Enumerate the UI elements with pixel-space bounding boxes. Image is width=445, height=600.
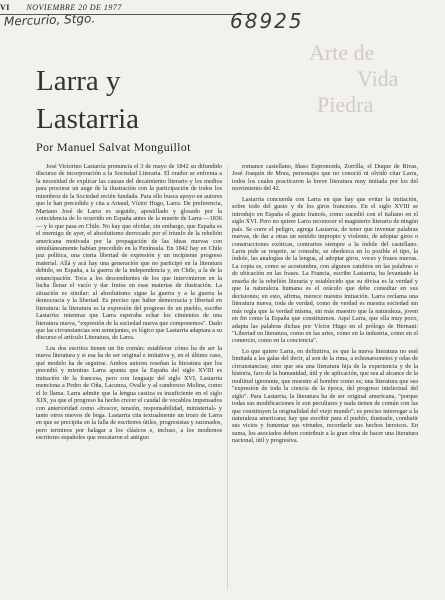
column-divider: [227, 165, 228, 590]
bleed-through-line: Arte de: [309, 40, 375, 65]
date-line: NOVIEMBRE 20 DE 1977: [26, 3, 122, 12]
article-title: [36, 62, 256, 138]
bleed-through-line: Piedra: [317, 92, 374, 117]
title-line: Lastarria: [36, 103, 140, 135]
handwritten-source-note: Mercurio, Stgo.: [3, 11, 96, 29]
bleed-through-line: Vida: [357, 66, 399, 91]
article-paragraph: romance castellano, Iñaso Espronceda, Zorrilla, el Duque de Rivas, José Joaquín de Mora, personajes que no conoció ni olvidó citar Larra, todos los cuales practicaron la breve literatura muy imitada por los del movimiento del 42.: [232, 163, 418, 193]
title-line: Larra y: [36, 65, 121, 97]
handwritten-catalog-number: 68925: [230, 9, 304, 33]
article-paragraph: José Victorino Lastarria pronuncia el 3 de mayo de 1842 su difundido discurso de incorporación a la Sociedad Literaria. El orador se enfrenta a la necesidad de explicar las causas del decaimiento literario y los medios para procurar un auge de la ilustración con la participación de todos los miembros de la Sociedad recién fundada. Para ello busca apoyo en autores que le han precedido y cita a Artaud, Víctor Hugo, Larra. De preferencia, Mariano José de Larra es seguido, apostillado y glosado por la coincidencia de lo ocurrido en España antes de la muerte de Larra —1836— y lo que pasa en Chile. No hay que olvidar, sin embargo, que España es el enemigo de ayer, el absolutismo derrocado por el triunfo de la rebelión americana motivada por la propagación de las ideas nuevas con simultáneamente habían precedido en la Península. En 1842 hay en Chile paz política, una cierta libertad de expresión y un incipiente progreso material. Allá y acá hay una generación que no participó en la literatura debido, en España, a la guerra de la independencia y, en Chile, a la de la emancipación. Toca a los descendientes de los que intervinieron en la lucha llenar el vacío y dar frutos en esas materias de ilustración. La situación es similar: al absolutismo sigue la guerra y a la guerra la democracia y la libertad. Es preciso que haber democracia y libertad en literatura: la literatura es la expresión del progreso de un pueblo, escribe Lastarria: mientras que Larra esperaba echar los cimientos de una literatura nueva, "expresión de la sociedad nueva que componemos". Dado que las circunstancias son semejantes, es lógico que Lastarria adaptara a su discurso el artículo Literatura, de Larra.: [36, 163, 222, 342]
article-column-left: [36, 163, 222, 593]
article-paragraph: Lo que quiere Larra, en definitiva, es que la nueva literatura no esté limitada a las galas del decir, al son de la rima, a echonarsonetos y odas de circunstancias; sino que sea una literatura hija de la experiencia y de la historia, faro de la humanidad, útil y de aplicación, que sea al alcance de la multitud ignorante, que muestre al hombre como es; una literatura que sea "expresión de toda la ciencia de la época, del progreso intelectual del siglo". Para Lastarria, la literatura ha de ser original americana, "porque todas sus modificaciones le son peculiares y nada tienen de común con las que constituyen la originalidad del viejo mundo"; es preciso interrogar a la naturaleza americana; hay que escribir para el pueblo, ilustrarle, combatir sus vicios y fomentar sus virtudes, recordarle sus hechos heroicos. En suma, los asociados deben contribuir a la gran obra de hacer una literatura nacional, útil y progresiva.: [232, 347, 418, 445]
page-header: [0, 3, 250, 12]
article-paragraph: Lastarria concuerda con Larra en que hay que evitar la imitación, sobre todo del gusto y de los giros franceses. En el siglo XVIII se introdujo en España el gusto francés, como sucedió con el italiano en el siglo XVI. Pero no quiere Larra reconocer el magisterio literario de ningún país. Se corre el peligro, agrega Lastarria, de tener que inventar palabras nuevas, de dar a otras un sentido impropio y violento, de adoptar giros o construcciones exóticas, contrarios siempre a la índole del castellano. Larra pide se respete, se consulte, se obedezca en lo posible el tipo, la índole, las analogías de la lengua, al adoptar giros, voces y frases nuevas. La copia es, como se acostumbra, con algunos cambios en las palabras o de ubicación en las frases. La Francia, escribe Lastarria, ha levantado la enseña de la rebelión literaria y establecido que su divisa es la verdad y que la naturaleza humana es el oráculo que debe consultar en sus decisiones; en esto, afirma, merece nuestra imitación. Larra reclama una literatura nueva, toda de verdad, como de verdad es nuestra sociedad sin más regla que la verdad misma, sin más maestro que la naturaleza, joven en fin como la España que constituimos. Aquí Larra, que ella muy poco, adapta las palabras dichas por Víctor Hugo en el prólogo de Hernani: "Libertad en literatura, como en las artes, como en la industria, como en el comercio, como en la conciencia".: [232, 195, 418, 345]
article-paragraph: Los dos escritos tienen un fin común: establecer cómo ha de ser la nueva literatura y si esa ha de ser original e imitativa y, en el último caso, qué modelo ha de seguirse. Ambos autores reseñan la literatura que los precedió y mientras Larra apunta que la España del siglo XVIII es imitación de la francesa, pero con lenguaje del siglo XVI, Lastarria menciona a Pedro de Oña, Lacunza, Ovalle y al candoroso Molina, como el lo llama. Larra admite que la lengua castiza es insuficiente en el siglo XIX, ya que el progreso ha hecho crecer el caudal de vocablos impensados con anterioridad como «frescor, tensión, responsabilidad, ministerial» y tanto otros nuevos de boga. Lastarria cita textualmente un trozo de Larra en que se precipita en la falla de escritores útiles, progresistas y razonados, pero terminos por halagar a los clásicos e, incluso, a los modernos escritores españoles que rescataron el antiguo: [36, 344, 222, 442]
bleed-through-text: [309, 40, 439, 118]
article-column-right: [232, 163, 418, 593]
page-number: VI: [0, 3, 10, 12]
article-byline: Por Manuel Salvat Monguillot: [36, 140, 191, 154]
